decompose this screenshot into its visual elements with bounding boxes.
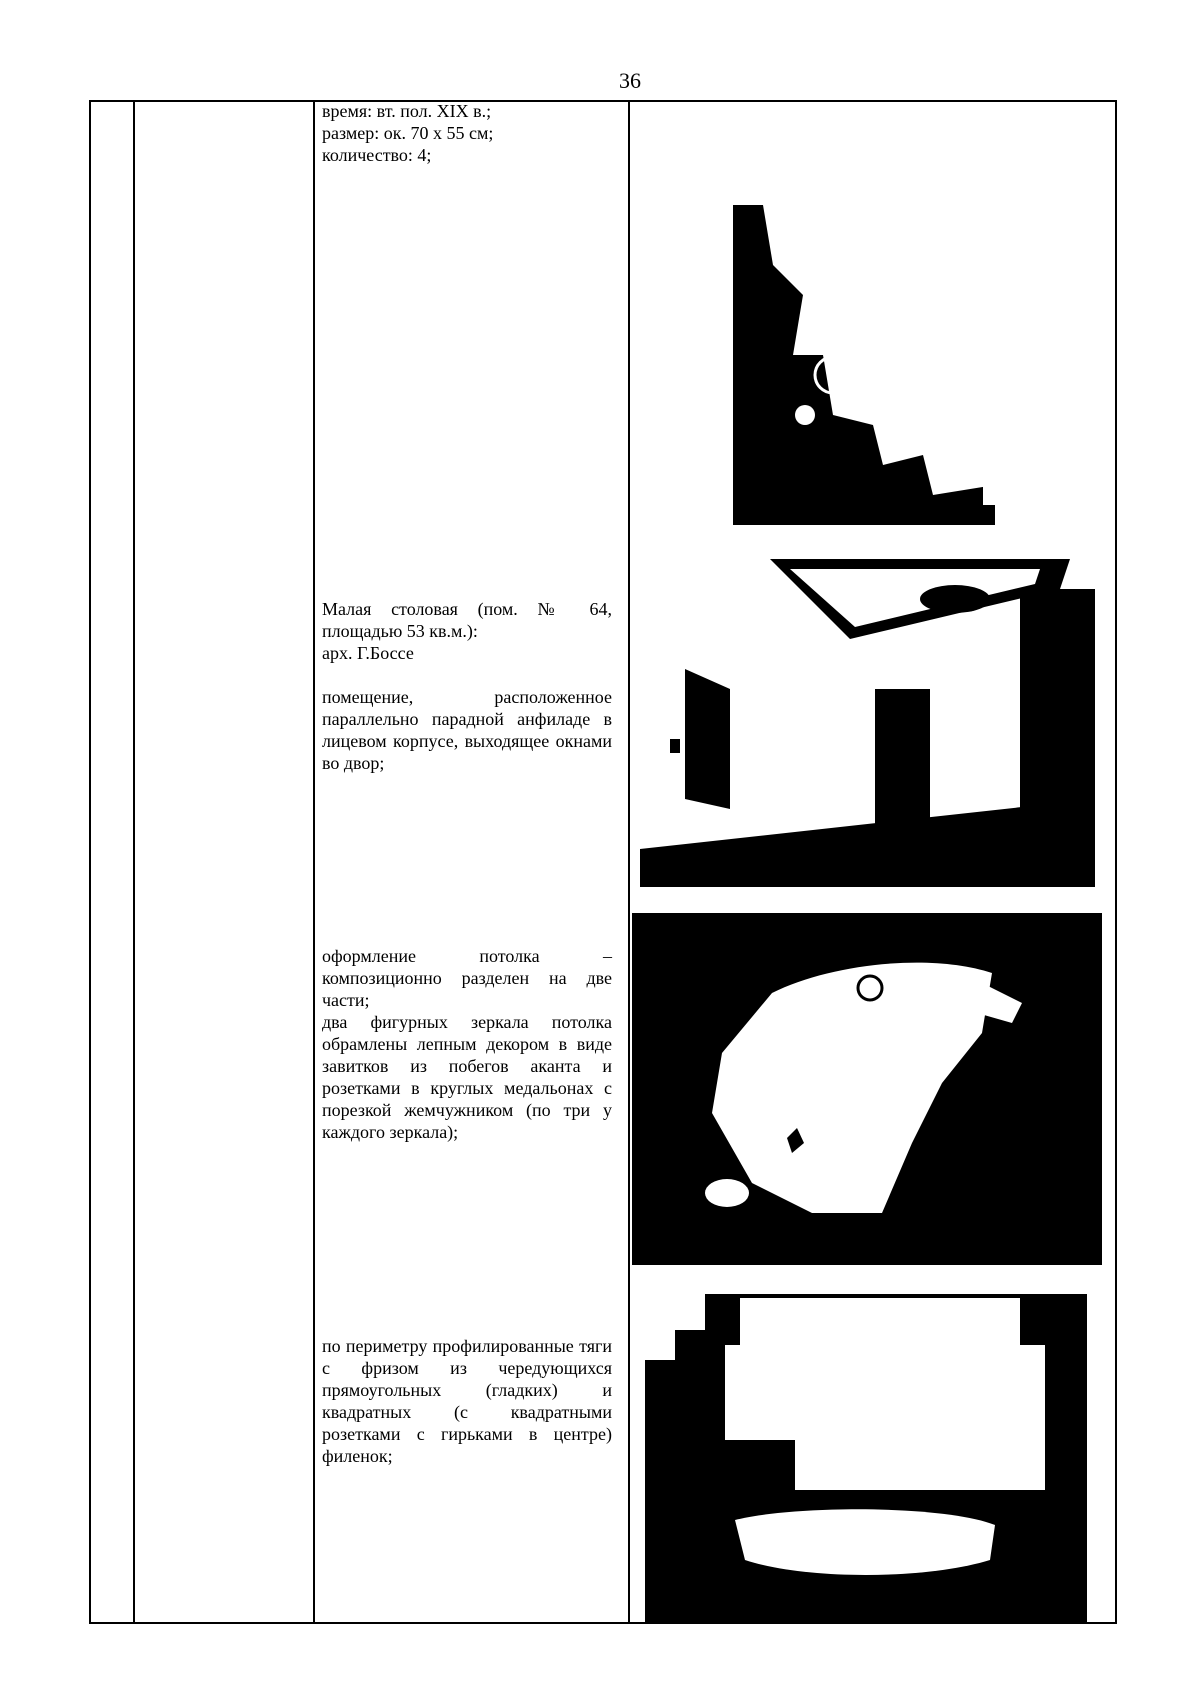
column-divider (313, 102, 315, 1622)
ceiling-composition-text: оформление потолка – композиционно разделен на две части; (322, 946, 612, 1010)
attribute-time: время: вт. пол. XIX в.; (322, 101, 492, 121)
room-title-line-1: Малая столовая (пом. № 64, (322, 599, 612, 619)
chandelier-photo (733, 205, 995, 525)
ceiling-description (322, 945, 612, 1143)
item-attributes (322, 100, 612, 166)
cornice-photo (645, 1290, 1087, 1624)
ceiling-photo (632, 913, 1102, 1265)
ceiling-mirrors-text: два фигурных зеркала потолка обрамлены лепным декором в виде завитков из побегов аканта и розетками в круглых медальонах с порезкой жемчужником (по три у каждого зеркала); (322, 1012, 612, 1142)
room-architect: арх. Г.Боссе (322, 643, 414, 663)
attribute-size: размер: ок. 70 х 55 см; (322, 123, 494, 143)
room-title-line-2: площадью 53 кв.м.): (322, 621, 478, 641)
column-divider (133, 102, 135, 1622)
dining-room-photo (640, 549, 1095, 887)
cornice-description (322, 1335, 612, 1467)
room-location-text: помещение, расположенное параллельно парадной анфиладе в лицевом корпусе, выходящее окнами во двор; (322, 687, 612, 773)
column-divider (628, 102, 630, 1622)
cornice-text: по периметру профилированные тяги с фризом из чередующихся прямоугольных (гладких) и квадратных (с квадратными розетками с гирьками в центре) филенок; (322, 1336, 612, 1466)
room-description (322, 598, 612, 774)
attribute-quantity: количество: 4; (322, 145, 432, 165)
page-number: 36 (619, 68, 641, 93)
